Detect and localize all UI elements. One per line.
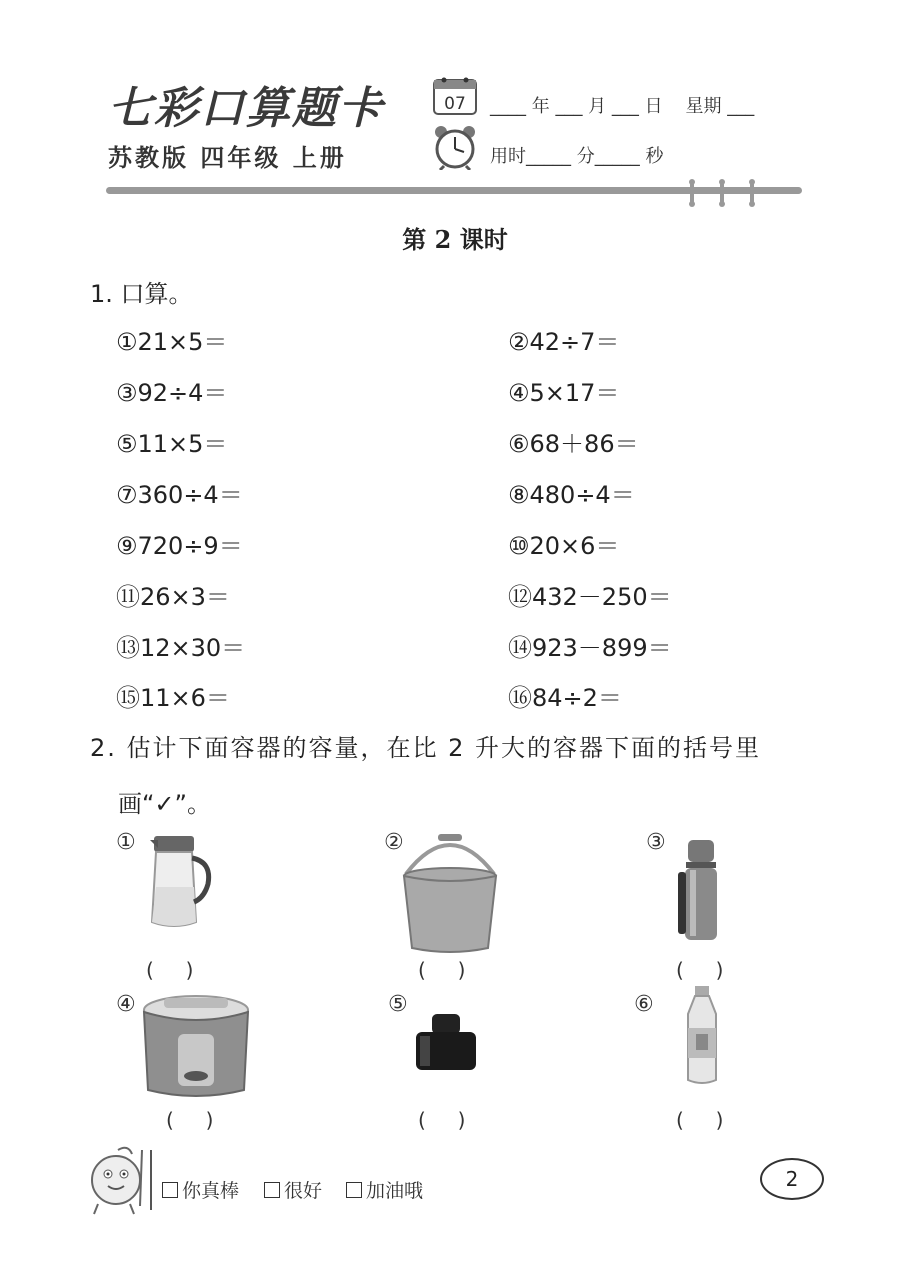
rating-great[interactable]	[162, 1176, 239, 1203]
item-5-number: ⑤	[388, 992, 408, 1017]
problem-15: ⑮11×6＝	[116, 684, 230, 712]
problem-14: ⑭923－899＝	[508, 634, 672, 662]
question-1-heading: 1. 口算。	[90, 280, 193, 308]
item-6-number: ⑥	[634, 992, 654, 1017]
problem-6: ⑥68＋86＝	[508, 430, 639, 458]
problem-13: ⑬12×30＝	[116, 634, 246, 662]
pitcher-icon	[146, 832, 216, 936]
calendar-icon	[432, 76, 478, 116]
item-4-number: ④	[116, 992, 136, 1017]
rating-keep-going-label: 加油哦	[366, 1180, 424, 1202]
brand-title: 七彩口算题卡	[108, 83, 384, 134]
lesson-title: 第 2 课时	[402, 225, 508, 254]
question-2-heading-cont: 画“✓”。	[118, 790, 211, 818]
problem-5: ⑤11×5＝	[116, 430, 228, 458]
problem-12: ⑫432－250＝	[508, 583, 672, 611]
calendar-day: 07	[444, 94, 466, 114]
question-2-heading: 2. 估计下面容器的容量，在比 2 升大的容器下面的括号里	[90, 734, 762, 762]
rating-good-label: 很好	[284, 1180, 323, 1202]
answer-3-bracket[interactable]: ( )	[676, 958, 724, 982]
item-3-number: ③	[646, 830, 666, 855]
rating-good[interactable]	[264, 1176, 322, 1203]
problem-1: ①21×5＝	[116, 328, 228, 356]
page-number: 2	[760, 1158, 824, 1200]
rating-good-checkbox[interactable]	[264, 1182, 280, 1198]
mascot-icon	[82, 1144, 152, 1220]
problem-4: ④5×17＝	[508, 379, 620, 407]
rating-great-label: 你真棒	[182, 1180, 240, 1202]
problem-3: ③92÷4＝	[116, 379, 228, 407]
problem-2: ②42÷7＝	[508, 328, 620, 356]
problem-9: ⑨720÷9＝	[116, 532, 243, 560]
footer-divider	[150, 1150, 152, 1210]
brand-subtitle: 苏教版 四年级 上册	[108, 144, 347, 172]
rating-keep-going-checkbox[interactable]	[346, 1182, 362, 1198]
answer-6-bracket[interactable]: ( )	[676, 1108, 724, 1132]
thermos-icon	[676, 836, 726, 950]
problem-16: ⑯84÷2＝	[508, 684, 622, 712]
alarm-clock-icon	[432, 124, 478, 170]
problem-10: ⑩20×6＝	[508, 532, 620, 560]
answer-4-bracket[interactable]: ( )	[166, 1108, 214, 1132]
time-used-fill-line[interactable]: 用时_____ 分_____ 秒	[490, 146, 664, 167]
water-bottle-icon	[680, 984, 724, 1090]
problem-8: ⑧480÷4＝	[508, 481, 635, 509]
answer-5-bracket[interactable]: ( )	[418, 1108, 466, 1132]
ink-bottle-icon	[414, 1010, 478, 1076]
item-1-number: ①	[116, 830, 136, 855]
rating-great-checkbox[interactable]	[162, 1182, 178, 1198]
problem-11: ⑪26×3＝	[116, 583, 230, 611]
rating-keep-going[interactable]	[346, 1176, 423, 1203]
divider-beads-icon	[684, 176, 764, 210]
rice-cooker-icon	[140, 994, 252, 1108]
answer-2-bracket[interactable]: ( )	[418, 958, 466, 982]
date-fill-line[interactable]: ____ 年 ___ 月 ___ 日 星期 ___	[490, 96, 755, 117]
problem-7: ⑦360÷4＝	[116, 481, 243, 509]
bucket-icon	[400, 830, 500, 960]
item-2-number: ②	[384, 830, 404, 855]
answer-1-bracket[interactable]: ( )	[146, 958, 194, 982]
